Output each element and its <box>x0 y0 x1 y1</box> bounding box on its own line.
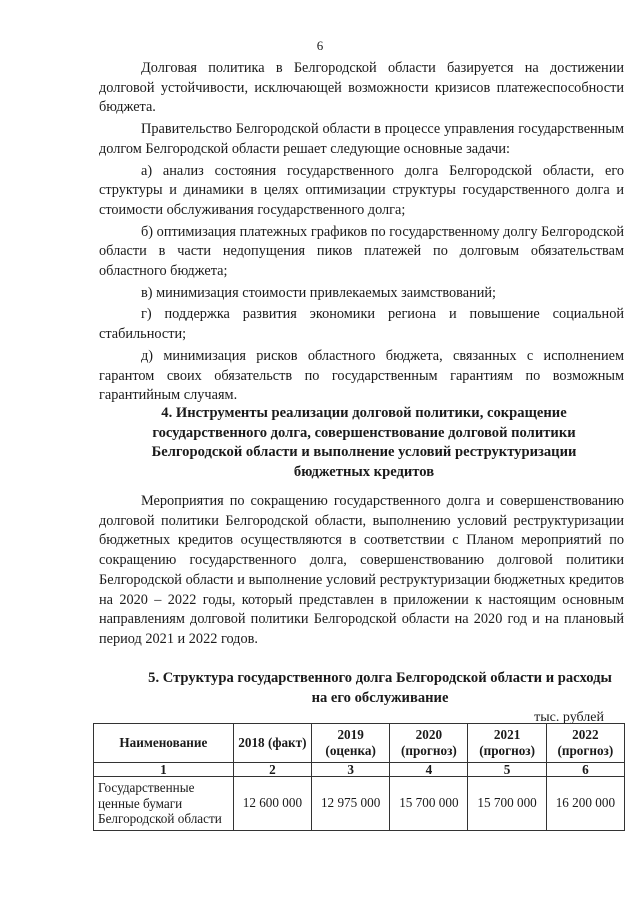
paragraph: в) минимизация стоимости привлекаемых заимствований; <box>141 284 497 301</box>
table-header-cell: Наименование <box>94 724 234 763</box>
table-cell: 12 600 000 <box>233 777 311 831</box>
table-cell: 4 <box>390 763 468 777</box>
page-number: 6 <box>316 38 324 53</box>
table-cell: 6 <box>546 763 624 777</box>
paragraph: д) минимизация рисков областного бюджета, связанных с исполнением гарантом своих обязательств по государственным гарантиям по возможным гарантийным случаям. <box>99 347 624 404</box>
paragraph: Мероприятия по сокращению государственного долга и совершенствованию долговой политики Белгородской области, выполнению условий реструктуризации бюджетных кредитов осуществляются в соответствии с Планом мероприятий по сокращению государственного долга, совершенствованию долговой политики Белгородской области и выполнение условий реструктуризации бюджетных кредитов на 2020 – 2022 годы, который представлен в приложении к настоящим основным направлениям долговой политики Белгородской области на 2020 год и на плановый период 2021 и 2022 годов. <box>99 493 624 647</box>
section-4-text <box>99 492 624 650</box>
table-header-cell: 2019 (оценка) <box>312 724 390 763</box>
intro-text <box>99 59 624 406</box>
units-label: тыс. рублей <box>534 710 604 725</box>
table-row <box>94 777 625 831</box>
table-cell: 5 <box>468 763 546 777</box>
paragraph: б) оптимизация платежных графиков по государственному долгу Белгородской области в части недопущения пиков платежей по долговым обязательствам областного бюджета; <box>99 223 624 280</box>
table-cell: 15 700 000 <box>468 777 546 831</box>
paragraph: Долговая политика в Белгородской области базируется на достижении долговой устойчивости, исключающей возможности кризисов платежеспособности бюджета. <box>99 60 624 116</box>
paragraph: Правительство Белгородской области в процессе управления государственным долгом Белгородской области решает следующие основные задачи: <box>99 121 624 157</box>
table-cell: 1 <box>94 763 234 777</box>
table-cell: Государственные ценные бумаги Белгородской области <box>94 777 234 831</box>
table-cell: 12 975 000 <box>312 777 390 831</box>
table-cell: 16 200 000 <box>546 777 624 831</box>
table-header-cell: 2018 (факт) <box>233 724 311 763</box>
debt-structure-table <box>93 723 625 831</box>
table-index-row <box>94 763 625 777</box>
section-4-title: 4. Инструменты реализации долговой политики, сокращение государственного долга, совершенствование долговой политики Белгородской области и выполнение условий реструктуризации бюджетных кредитов <box>151 405 577 480</box>
table-header-cell: 2022 (прогноз) <box>546 724 624 763</box>
table-cell: 3 <box>312 763 390 777</box>
table-cell: 15 700 000 <box>390 777 468 831</box>
section-5-title: 5. Структура государственного долга Белгородской области и расходы на его обслуживание <box>148 670 612 706</box>
table-header-row <box>94 724 625 763</box>
paragraph: г) поддержка развития экономики региона и повышение социальной стабильности; <box>99 306 624 343</box>
paragraph: а) анализ состояния государственного долга Белгородской области, его структуры и динамики в целях оптимизации структуры государственного долга и стоимости обслуживания государственного долга; <box>99 162 624 218</box>
table-cell: 2 <box>233 763 311 777</box>
table-header-cell: 2021 (прогноз) <box>468 724 546 763</box>
table-header-cell: 2020 (прогноз) <box>390 724 468 763</box>
